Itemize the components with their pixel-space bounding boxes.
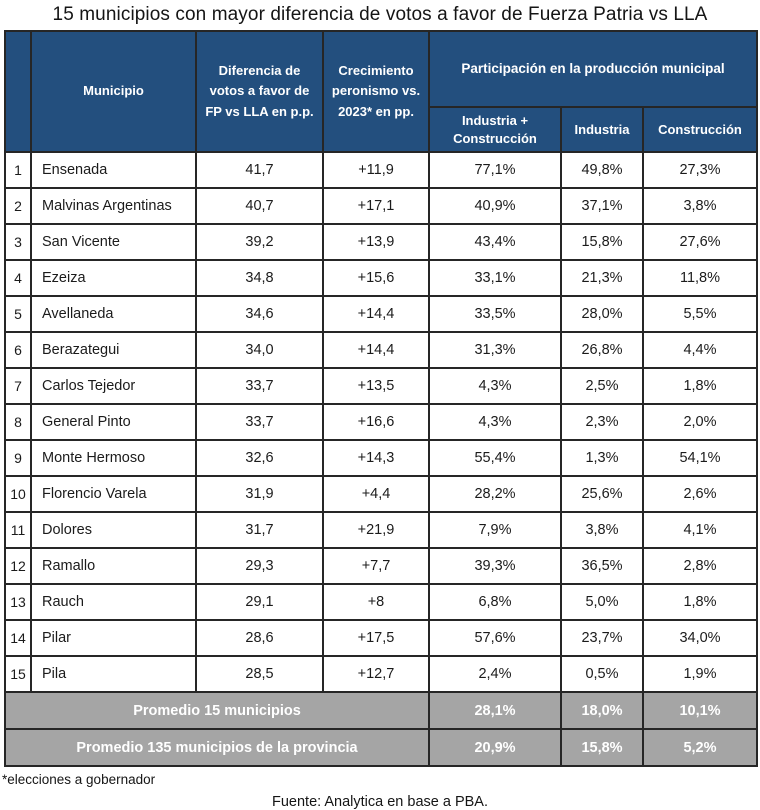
rank-cell: 7	[5, 368, 31, 404]
municipio-cell: Monte Hermoso	[31, 440, 196, 476]
rank-cell: 15	[5, 656, 31, 692]
crecimiento-column-header: Crecimiento peronismo vs. 2023* en pp.	[323, 31, 429, 152]
construccion-cell: 2,0%	[643, 404, 757, 440]
table-row	[5, 548, 757, 584]
rank-cell: 11	[5, 512, 31, 548]
rank-cell: 14	[5, 620, 31, 656]
crecimiento-cell: +14,3	[323, 440, 429, 476]
industria-construccion-cell: 33,1%	[429, 260, 561, 296]
diferencia-cell: 33,7	[196, 368, 323, 404]
source-caption: Fuente: Analytica en base a PBA.	[271, 794, 489, 810]
industria-cell: 5,0%	[561, 584, 643, 620]
table-row	[5, 476, 757, 512]
industria-construccion-cell: 7,9%	[429, 512, 561, 548]
construccion-cell: 34,0%	[643, 620, 757, 656]
diferencia-cell: 32,6	[196, 440, 323, 476]
table-row	[5, 296, 757, 332]
construccion-cell: 5,5%	[643, 296, 757, 332]
construccion-cell: 54,1%	[643, 440, 757, 476]
industria-construccion-cell: 33,5%	[429, 296, 561, 332]
crecimiento-cell: +13,5	[323, 368, 429, 404]
construccion-column-header: Construcción	[643, 107, 757, 152]
diferencia-cell: 29,3	[196, 548, 323, 584]
diferencia-cell: 34,0	[196, 332, 323, 368]
diferencia-cell: 29,1	[196, 584, 323, 620]
diferencia-cell: 40,7	[196, 188, 323, 224]
diferencia-column-header: Diferencia de votos a favor de FP vs LLA en p.p.	[196, 31, 323, 152]
municipio-cell: Ensenada	[31, 152, 196, 188]
rank-cell: 1	[5, 152, 31, 188]
crecimiento-cell: +15,6	[323, 260, 429, 296]
table-row	[5, 332, 757, 368]
diferencia-cell: 28,6	[196, 620, 323, 656]
construccion-cell: 11,8%	[643, 260, 757, 296]
industria-construccion-column-header: Industria + Construcción	[429, 107, 561, 152]
crecimiento-cell: +13,9	[323, 224, 429, 260]
diferencia-cell: 31,9	[196, 476, 323, 512]
rank-cell: 6	[5, 332, 31, 368]
municipio-cell: San Vicente	[31, 224, 196, 260]
chart-title: 15 municipios con mayor diferencia de votos a favor de Fuerza Patria vs LLA	[52, 4, 708, 25]
summary-industria-construccion-value: 20,9%	[429, 729, 561, 766]
industria-cell: 21,3%	[561, 260, 643, 296]
participacion-group-header: Participación en la producción municipal	[429, 31, 757, 107]
table-row	[5, 152, 757, 188]
table-row	[5, 512, 757, 548]
industria-cell: 23,7%	[561, 620, 643, 656]
table-row	[5, 260, 757, 296]
table-row	[5, 188, 757, 224]
table-row	[5, 656, 757, 692]
industria-construccion-cell: 77,1%	[429, 152, 561, 188]
municipio-cell: Ramallo	[31, 548, 196, 584]
rank-cell: 13	[5, 584, 31, 620]
crecimiento-cell: +7,7	[323, 548, 429, 584]
crecimiento-cell: +11,9	[323, 152, 429, 188]
rank-cell: 10	[5, 476, 31, 512]
industria-cell: 25,6%	[561, 476, 643, 512]
construccion-cell: 27,3%	[643, 152, 757, 188]
table-row	[5, 404, 757, 440]
municipio-cell: Pilar	[31, 620, 196, 656]
table-row	[5, 368, 757, 404]
diferencia-cell: 41,7	[196, 152, 323, 188]
table-row	[5, 584, 757, 620]
rank-cell: 8	[5, 404, 31, 440]
rank-cell: 5	[5, 296, 31, 332]
municipio-column-header: Municipio	[31, 31, 196, 152]
crecimiento-cell: +17,1	[323, 188, 429, 224]
industria-construccion-cell: 31,3%	[429, 332, 561, 368]
industria-cell: 15,8%	[561, 224, 643, 260]
industria-cell: 49,8%	[561, 152, 643, 188]
industria-construccion-cell: 57,6%	[429, 620, 561, 656]
municipio-cell: Avellaneda	[31, 296, 196, 332]
summary-industria-value: 18,0%	[561, 692, 643, 729]
municipio-cell: General Pinto	[31, 404, 196, 440]
crecimiento-cell: +14,4	[323, 332, 429, 368]
industria-construccion-cell: 6,8%	[429, 584, 561, 620]
industria-construccion-cell: 28,2%	[429, 476, 561, 512]
industria-construccion-cell: 39,3%	[429, 548, 561, 584]
municipio-cell: Dolores	[31, 512, 196, 548]
footnote: *elecciones a gobernador	[2, 772, 156, 787]
rank-column-header	[5, 31, 31, 152]
rank-cell: 9	[5, 440, 31, 476]
industria-column-header: Industria	[561, 107, 643, 152]
table-body	[5, 152, 757, 692]
construccion-cell: 4,4%	[643, 332, 757, 368]
crecimiento-cell: +8	[323, 584, 429, 620]
municipio-cell: Malvinas Argentinas	[31, 188, 196, 224]
construccion-cell: 27,6%	[643, 224, 757, 260]
crecimiento-cell: +14,4	[323, 296, 429, 332]
construccion-cell: 1,8%	[643, 368, 757, 404]
municipio-cell: Carlos Tejedor	[31, 368, 196, 404]
municipio-cell: Florencio Varela	[31, 476, 196, 512]
diferencia-cell: 34,6	[196, 296, 323, 332]
summary-row-135-municipios	[5, 729, 757, 766]
summary-construccion-value: 5,2%	[643, 729, 757, 766]
industria-construccion-cell: 2,4%	[429, 656, 561, 692]
diferencia-cell: 31,7	[196, 512, 323, 548]
summary-industria-construccion-value: 28,1%	[429, 692, 561, 729]
municipio-cell: Ezeiza	[31, 260, 196, 296]
industria-cell: 3,8%	[561, 512, 643, 548]
rank-cell: 3	[5, 224, 31, 260]
summary-label: Promedio 15 municipios	[5, 692, 429, 729]
municipio-cell: Rauch	[31, 584, 196, 620]
crecimiento-cell: +12,7	[323, 656, 429, 692]
industria-construccion-cell: 55,4%	[429, 440, 561, 476]
table-footer	[5, 692, 757, 766]
industria-cell: 0,5%	[561, 656, 643, 692]
municipio-cell: Berazategui	[31, 332, 196, 368]
diferencia-cell: 33,7	[196, 404, 323, 440]
industria-construccion-cell: 40,9%	[429, 188, 561, 224]
industria-cell: 2,5%	[561, 368, 643, 404]
industria-construccion-cell: 4,3%	[429, 368, 561, 404]
industria-cell: 26,8%	[561, 332, 643, 368]
crecimiento-cell: +17,5	[323, 620, 429, 656]
summary-label: Promedio 135 municipios de la provincia	[5, 729, 429, 766]
diferencia-cell: 39,2	[196, 224, 323, 260]
construccion-cell: 1,8%	[643, 584, 757, 620]
construccion-cell: 1,9%	[643, 656, 757, 692]
construccion-cell: 3,8%	[643, 188, 757, 224]
data-table	[4, 30, 758, 767]
rank-cell: 4	[5, 260, 31, 296]
industria-cell: 28,0%	[561, 296, 643, 332]
table-row	[5, 440, 757, 476]
industria-cell: 37,1%	[561, 188, 643, 224]
summary-row-15-municipios	[5, 692, 757, 729]
industria-cell: 2,3%	[561, 404, 643, 440]
crecimiento-cell: +21,9	[323, 512, 429, 548]
diferencia-cell: 34,8	[196, 260, 323, 296]
crecimiento-cell: +16,6	[323, 404, 429, 440]
municipio-cell: Pila	[31, 656, 196, 692]
industria-construccion-cell: 4,3%	[429, 404, 561, 440]
industria-cell: 1,3%	[561, 440, 643, 476]
construccion-cell: 2,8%	[643, 548, 757, 584]
rank-cell: 12	[5, 548, 31, 584]
summary-industria-value: 15,8%	[561, 729, 643, 766]
industria-cell: 36,5%	[561, 548, 643, 584]
diferencia-cell: 28,5	[196, 656, 323, 692]
rank-cell: 2	[5, 188, 31, 224]
crecimiento-cell: +4,4	[323, 476, 429, 512]
industria-construccion-cell: 43,4%	[429, 224, 561, 260]
construccion-cell: 2,6%	[643, 476, 757, 512]
table-header	[5, 31, 757, 152]
table-row	[5, 620, 757, 656]
construccion-cell: 4,1%	[643, 512, 757, 548]
table-row	[5, 224, 757, 260]
summary-construccion-value: 10,1%	[643, 692, 757, 729]
